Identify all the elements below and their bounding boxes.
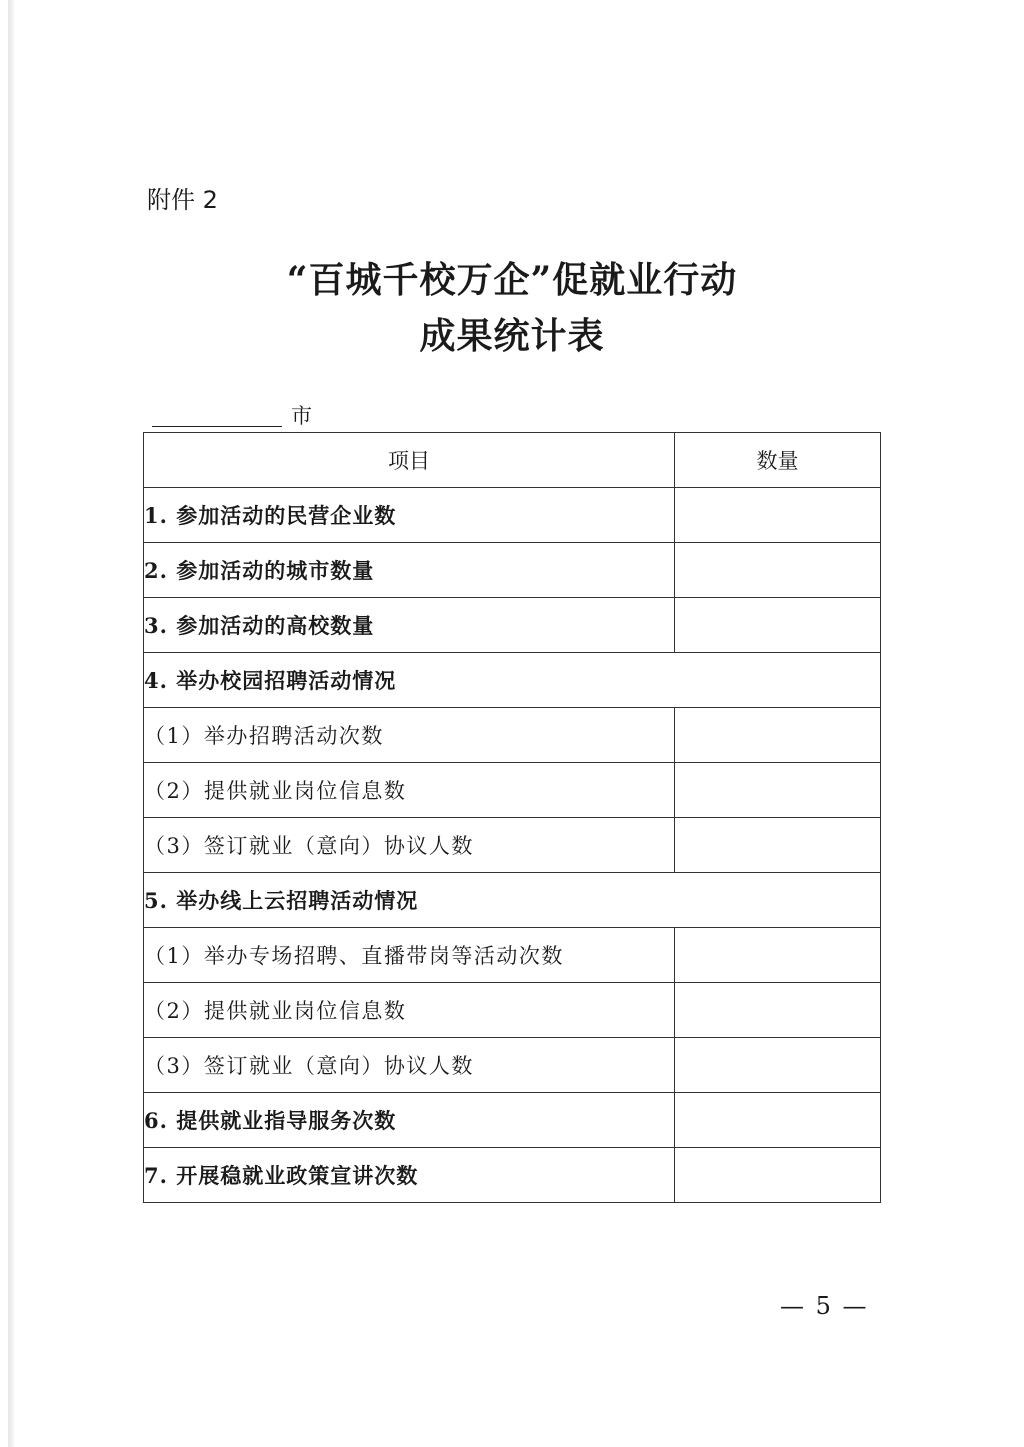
table-row: [144, 818, 881, 873]
table-row: [144, 873, 881, 928]
table-row: [144, 928, 881, 983]
quantity-cell[interactable]: [675, 488, 881, 543]
row-label: 5. 举办线上云招聘活动情况: [144, 873, 881, 928]
table-row: [144, 488, 881, 543]
row-label: 1. 参加活动的民营企业数: [144, 488, 675, 543]
quantity-cell[interactable]: [675, 543, 881, 598]
header-quantity: 数量: [675, 433, 881, 488]
quantity-cell[interactable]: [675, 1148, 881, 1203]
quantity-cell[interactable]: [675, 763, 881, 818]
quantity-cell[interactable]: [675, 1093, 881, 1148]
attachment-label: 附件 2: [147, 186, 218, 214]
table-row: [144, 1148, 881, 1203]
row-label: 6. 提供就业指导服务次数: [144, 1093, 675, 1148]
table-row: [144, 653, 881, 708]
row-label: （1）举办专场招聘、直播带岗等活动次数: [144, 928, 675, 983]
city-blank-line: [152, 426, 282, 427]
statistics-table: [143, 432, 881, 1203]
row-label: 4. 举办校园招聘活动情况: [144, 653, 881, 708]
row-label: （1）举办招聘活动次数: [144, 708, 675, 763]
quantity-cell[interactable]: [675, 598, 881, 653]
document-title-line2: 成果统计表: [419, 315, 605, 357]
scan-edge: [8, 0, 14, 1447]
page-number: — 5 —: [780, 1292, 869, 1320]
quantity-cell[interactable]: [675, 928, 881, 983]
table-row: [144, 598, 881, 653]
row-label: （2）提供就业岗位信息数: [144, 983, 675, 1038]
quantity-cell[interactable]: [675, 708, 881, 763]
table-row: [144, 1093, 881, 1148]
row-label: （3）签订就业（意向）协议人数: [144, 1038, 675, 1093]
row-label: （2）提供就业岗位信息数: [144, 763, 675, 818]
row-label: 3. 参加活动的高校数量: [144, 598, 675, 653]
row-label: 2. 参加活动的城市数量: [144, 543, 675, 598]
header-item: 项目: [144, 433, 675, 488]
quantity-cell[interactable]: [675, 1038, 881, 1093]
table-row: [144, 708, 881, 763]
table-row: [144, 763, 881, 818]
table-row: [144, 983, 881, 1038]
document-title-line1: “百城千校万企”促就业行动: [286, 259, 738, 301]
quantity-cell[interactable]: [675, 818, 881, 873]
table-header-row: [144, 433, 881, 488]
quantity-cell[interactable]: [675, 983, 881, 1038]
city-suffix: 市: [291, 404, 312, 428]
table-row: [144, 1038, 881, 1093]
row-label: （3）签订就业（意向）协议人数: [144, 818, 675, 873]
row-label: 7. 开展稳就业政策宣讲次数: [144, 1148, 675, 1203]
table-row: [144, 543, 881, 598]
